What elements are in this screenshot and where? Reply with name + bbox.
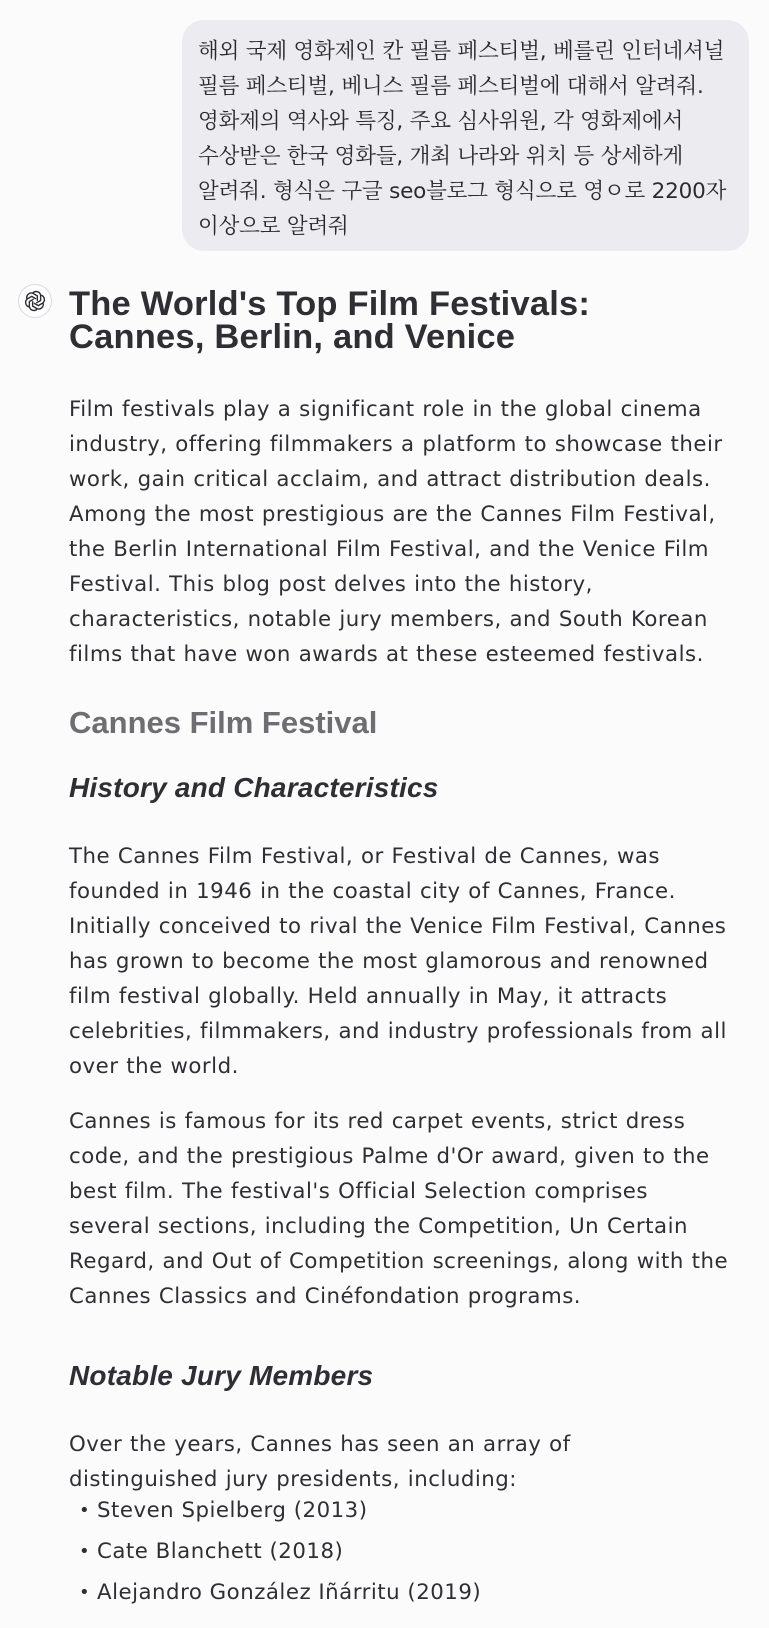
- jury-intro-paragraph: Over the years, Cannes has seen an array of distinguished jury presidents, including:: [69, 1432, 571, 1492]
- subheading-history: History and Characteristics: [69, 772, 439, 803]
- jury-list: [69, 1490, 729, 1613]
- section-heading-cannes: Cannes Film Festival: [69, 705, 378, 740]
- list-item: • Alejandro González Iñárritu (2019): [69, 1572, 729, 1613]
- user-message-text: 해외 국제 영화제인 칸 필름 페스티벌, 베를린 인터네셔널 필름 페스티벌, 베니스 필름 페스티벌에 대해서 알려줘. 영화제의 역사와 특징, 주요 심사위원, 각 영화제에서 수상받은 한국 영화들, 개최 나라와 위치 등 상세하게 알려줘. 형식은 구글 seo블로그 형식으로 영ㅇ로 2200자 이상으로 알려줘: [198, 39, 727, 239]
- list-item: • Cate Blanchett (2018): [69, 1531, 729, 1572]
- article-title: The World's Top Film Festivals: Cannes, Berlin, and Venice: [69, 285, 591, 356]
- intro-paragraph: Film festivals play a significant role in the global cinema industry, offering filmmakers a platform to showcase their work, gain critical acclaim, and attract distribution deals. Among the most prestigious are the Cannes Film Festival, the Berlin International Film Festival, and the Venice Film Festival. This blog post delves into the history, characteristics, notable jury members, and South Korean films that have won awards at these esteemed festivals.: [69, 397, 723, 667]
- assistant-avatar: [18, 284, 52, 318]
- openai-logo-icon: [22, 288, 48, 314]
- list-item: • Steven Spielberg (2013): [69, 1490, 729, 1531]
- subheading-jury: Notable Jury Members: [69, 1360, 374, 1391]
- user-message-bubble: [182, 20, 749, 251]
- history-paragraph-1: The Cannes Film Festival, or Festival de Cannes, was founded in 1946 in the coastal city of Cannes, France. Initially conceived to rival the Venice Film Festival, Cannes has grown to become the most glamorous and renowned film festival globally. Held annually in May, it attracts celebrities, filmmakers, and industry professionals from all over the world.: [69, 844, 727, 1079]
- history-paragraph-2: Cannes is famous for its red carpet events, strict dress code, and the prestigious Palme d'Or award, given to the best film. The festival's Official Selection comprises several sections, including the Competition, Un Certain Regard, and Out of Competition screenings, along with the Cannes Classics and Cinéfondation programs.: [69, 1109, 729, 1309]
